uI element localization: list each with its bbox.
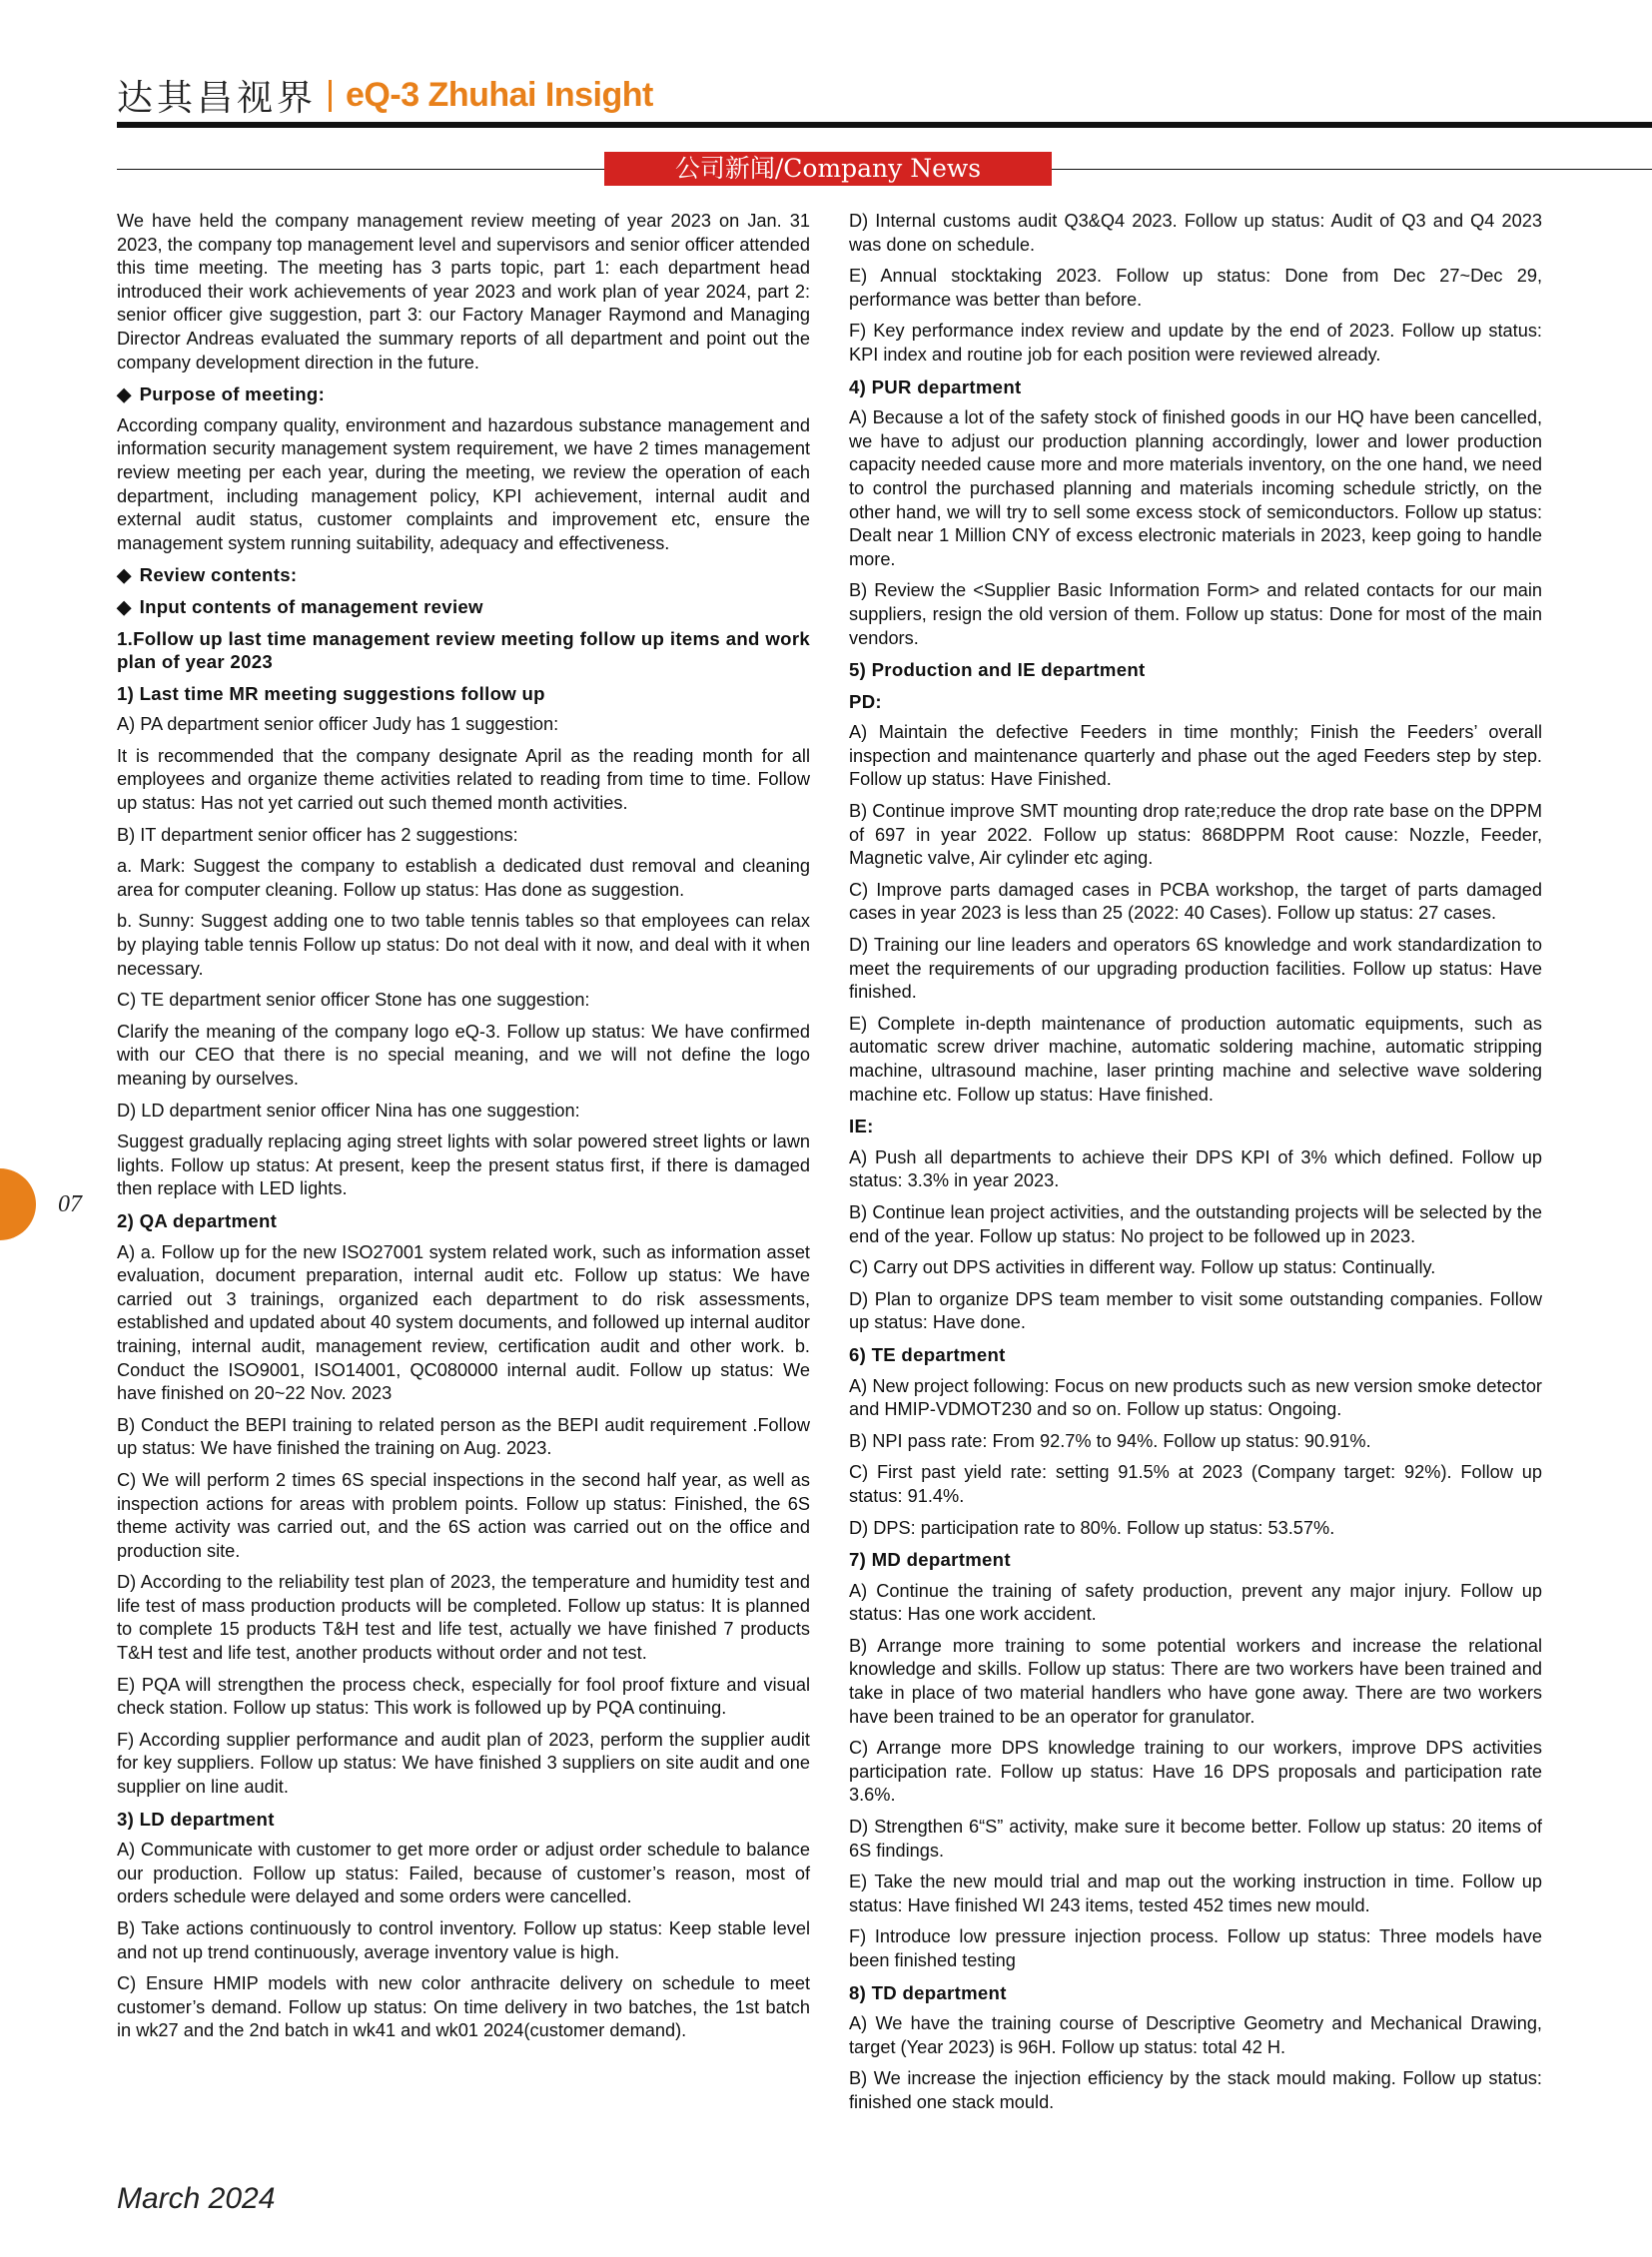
md-item-f: F) Introduce low pressure injection process. Follow up status: Three models have been finished testing [849,1926,1542,1970]
pur-item-a: A) Because a lot of the safety stock of finished goods in our HQ have been cancelled, we have to adjust our production planning accordingly, lower and lower production capacity needed cause more and more materials inventory, on the one hand, we need to control the purchased planning and materials incoming schedule strictly, on the other hand, we will try to sell some excess stock of semiconductors. Follow up status: Dealt near 1 Million CNY of excess electronic materials in 2023, keep going to handle more. [849,407,1542,569]
te-suggestion-text: Clarify the meaning of the company logo eQ-3. Follow up status: We have confirmed with our CEO that there is no special meaning, and we will not define the logo meaning by ourselves. [117,1021,810,1089]
ie-item-c: C) Carry out DPS activities in different way. Follow up status: Continually. [849,1257,1436,1278]
te-item-d: D) DPS: participation rate to 80%. Follow up status: 53.57%. [849,1517,1335,1538]
ld-item-b: B) Take actions continuously to control inventory. Follow up status: Keep stable level and not up trend continuously, average inventory value is high. [117,1918,810,1962]
md-item-e: E) Take the new mould trial and map out the working instruction in time. Follow up status: Have finished WI 243 items, tested 452 times new mould. [849,1872,1542,1915]
brand-divider [329,80,332,112]
ld-suggestion-text: Suggest gradually replacing aging street lights with solar powered street lights or lawn lights. Follow up status: At present, keep the present status first, if there is damaged then replace with LED lights. [117,1131,810,1199]
md-heading: 7) MD department [849,1549,1011,1571]
purpose-paragraph: According company quality, environment and hazardous substance management and information security management system requirement, we have 2 times management review meeting per each year, during the meeting, we review the operation of each department, including management policy, KPI achievement, internal audit and external audit status, customer complaints and improvement etc, ensure the management system running suitability, adequacy and effectiveness. [117,414,810,553]
ld-item-f: F) Key performance index review and update by the end of 2023. Follow up status: KPI index and routine job for each position were reviewed already. [849,321,1542,365]
pd-label: PD: [849,690,882,712]
it-suggestion-b: b. Sunny: Suggest adding one to two table tennis tables so that employees can relax by playing table tennis Follow up status: Do not deal with it now, and deal with it when necessary. [117,911,810,979]
qa-heading: 2) QA department [117,1209,278,1231]
intro-paragraph: We have held the company management review meeting of year 2023 on Jan. 31 2023, the company top management level and supervisors and senior officer attended this time meeting. The meeting has 3 parts topic, part 1: each department head introduced their work achievements of year 2023 and work plan of year 2024, part 2: senior officer give suggestion, part 3: our Factory Manager Raymond and Managing Director Andreas evaluated the summary reports of all department and point out the company development direction in the future. [117,211,810,373]
ld-item-a: A) Communicate with customer to get more order or adjust order schedule to balance our production. Follow up status: Failed, because of customer’s reason, most of orders schedule were delayed and some orders were cancelled. [117,1840,810,1907]
pur-heading: 4) PUR department [849,376,1022,397]
input-heading: ◆ Input contents of management review [117,595,810,619]
production-heading: 5) Production and IE department [849,659,1146,681]
left-column [117,210,810,2051]
ld-item-e: E) Annual stocktaking 2023. Follow up status: Done from Dec 27~Dec 29, performance was better than before. [849,266,1542,310]
pur-item-b: B) Review the <Supplier Basic Information Form> and related contacts for our main suppliers, resign the old version of them. Follow up status: Done for most of the main vendors. [849,580,1542,648]
md-item-d: D) Strengthen 6“S” activity, make sure it become better. Follow up status: 20 items of 6S findings. [849,1817,1542,1861]
brand-english: eQ-3 Zhuhai Insight [346,76,653,114]
td-item-a: A) We have the training course of Descriptive Geometry and Mechanical Drawing, target (Year 2023) is 96H. Follow up status: total 42 H. [849,2013,1542,2057]
ld-item-d: D) Internal customs audit Q3&Q4 2023. Follow up status: Audit of Q3 and Q4 2023 was done on schedule. [849,211,1542,255]
td-item-b: B) We increase the injection efficiency by the stack mould making. Follow up status: finished one stack mould. [849,2068,1542,2112]
ie-item-d: D) Plan to organize DPS team member to visit some outstanding companies. Follow up status: Have done. [849,1288,1542,1333]
brand-chinese: 达其昌视界 [117,78,318,119]
right-column [849,210,1542,2123]
ie-item-b: B) Continue lean project activities, and the outstanding projects will be selected by the end of the year. Follow up status: No project to be followed up in 2023. [849,1201,1542,1246]
qa-item-a: A) a. Follow up for the new ISO27001 system related work, such as information asset evaluation, document preparation, internal audit etc. Follow up status: We have carried out 3 trainings, organized each department to do risk assessments, established and updated about 40 system documents, and followed up internal auditor training, internal audit, management review, certification audit and other work. b. Conduct the ISO9001, ISO14001, QC080000 internal audit. Follow up status: We have finished on 20~22 Nov. 2023 [117,1241,810,1404]
qa-item-e: E) PQA will strengthen the process check, especially for fool proof fixture and visual check station. Follow up status: This work is followed up by PQA continuing. [117,1674,810,1719]
ie-item-a: A) Push all departments to achieve their DPS KPI of 3% which defined. Follow up status: 3.3% in year 2023. [849,1146,1542,1191]
ld-suggestion-title: D) LD department senior officer Nina has one suggestion: [117,1100,580,1121]
qa-item-b: B) Conduct the BEPI training to related person as the BEPI audit requirement .Follow up status: We have finished the training on Aug. 2023. [117,1414,810,1459]
mr-suggestions-heading: 1) Last time MR meeting suggestions follow up [117,682,545,704]
pd-item-a: A) Maintain the defective Feeders in time monthly; Finish the Feeders’ overall inspection and maintenance quarterly and phase out the aged Feeders step by step. Follow up status: Have Finished. [849,722,1542,790]
ie-label: IE: [849,1116,874,1137]
it-suggestion-a: a. Mark: Suggest the company to establish a dedicated dust removal and cleaning area for computer cleaning. Follow up status: Has done as suggestion. [117,856,810,900]
ld-item-c: C) Ensure HMIP models with new color anthracite delivery on schedule to meet customer’s demand. Follow up status: On time delivery in two batches, the 1st batch in wk27 and the 2nd batch in wk41 and wk01 2024(customer demand). [117,1973,810,2041]
qa-item-d: D) According to the reliability test plan of 2023, the temperature and humidity test and life test of mass production products will be completed. Follow up status: It is planned to complete 15 products T&H test and life test, actually we have finished 7 products T&H test and life test, another products without order and not test. [117,1572,810,1664]
page-number: 07 [58,1191,82,1217]
qa-item-c: C) We will perform 2 times 6S special inspections in the second half year, as well as inspection actions for areas with problem points. Follow up status: Finished, the 6S theme activity was carried out, and the 6S action was carried out on the office and production site. [117,1469,810,1561]
te-heading: 6) TE department [849,1343,1006,1365]
md-item-c: C) Arrange more DPS knowledge training to our workers, improve DPS activities participation rate. Follow up status: Have 16 DPS proposals and participation rate 3.6%. [849,1738,1542,1806]
section-banner: 公司新闻/Company News [604,152,1052,186]
page-tab-marker [0,1168,36,1240]
pd-item-b: B) Continue improve SMT mounting drop rate;reduce the drop rate base on the DPPM of 697 in year 2022. Follow up status: 868DPPM Root cause: Nozzle, Feeder, Magnetic valve, Air cylinder etc aging. [849,801,1542,869]
md-item-a: A) Continue the training of safety production, prevent any major injury. Follow up status: Has one work accident. [849,1580,1542,1625]
header-rule [117,122,1652,128]
md-item-b: B) Arrange more training to some potential workers and increase the relational knowledge and skills. Follow up status: There are two workers have been trained and take in place of two material handlers who have gone away. There are two workers have been trained to be an operator for granulator. [849,1635,1542,1727]
td-heading: 8) TD department [849,1981,1007,2003]
te-item-a: A) New project following: Focus on new products such as new version smoke detector and HMIP-VDMOT230 and so on. Follow up status: Ongoing. [849,1375,1542,1420]
pa-suggestion-title: A) PA department senior officer Judy has 1 suggestion: [117,714,559,735]
pa-suggestion-text: It is recommended that the company designate April as the reading month for all employees and organize theme activities related to reading from time to time. Follow up status: Has not yet carried out such themed month activities. [117,745,810,814]
pd-item-d: D) Training our line leaders and operators 6S knowledge and work standardization to meet the requirements of our upgrading production facilities. Follow up status: Have finished. [849,935,1542,1003]
footer-date: March 2024 [117,2182,276,2215]
ld-heading: 3) LD department [117,1808,275,1830]
qa-item-f: F) According supplier performance and audit plan of 2023, perform the supplier audit for key suppliers. Follow up status: We have finished 3 suppliers on site audit and one supplier on line audit. [117,1729,810,1798]
purpose-heading: ◆ Purpose of meeting: [117,382,810,406]
te-item-b: B) NPI pass rate: From 92.7% to 94%. Follow up status: 90.91%. [849,1430,1371,1451]
pd-item-c: C) Improve parts damaged cases in PCBA workshop, the target of parts damaged cases in year 2023 is less than 25 (2022: 40 Cases). Follow up status: 27 cases. [849,879,1542,924]
page-header [117,70,653,120]
te-suggestion-title: C) TE department senior officer Stone has one suggestion: [117,990,590,1011]
te-item-c: C) First past yield rate: setting 91.5% at 2023 (Company target: 92%). Follow up status: 91.4%. [849,1462,1542,1506]
review-heading: ◆ Review contents: [117,563,810,587]
pd-item-e: E) Complete in-depth maintenance of production automatic equipments, such as automatic screw driver machine, automatic soldering machine, automatic stripping machine, ultrasound machine, laser printing machine and selective wave soldering machine etc. Follow up status: Have finished. [849,1013,1542,1105]
it-suggestion-title: B) IT department senior officer has 2 suggestions: [117,824,518,845]
follow-up-heading: 1.Follow up last time management review meeting follow up items and work plan of year 2023 [117,627,810,673]
